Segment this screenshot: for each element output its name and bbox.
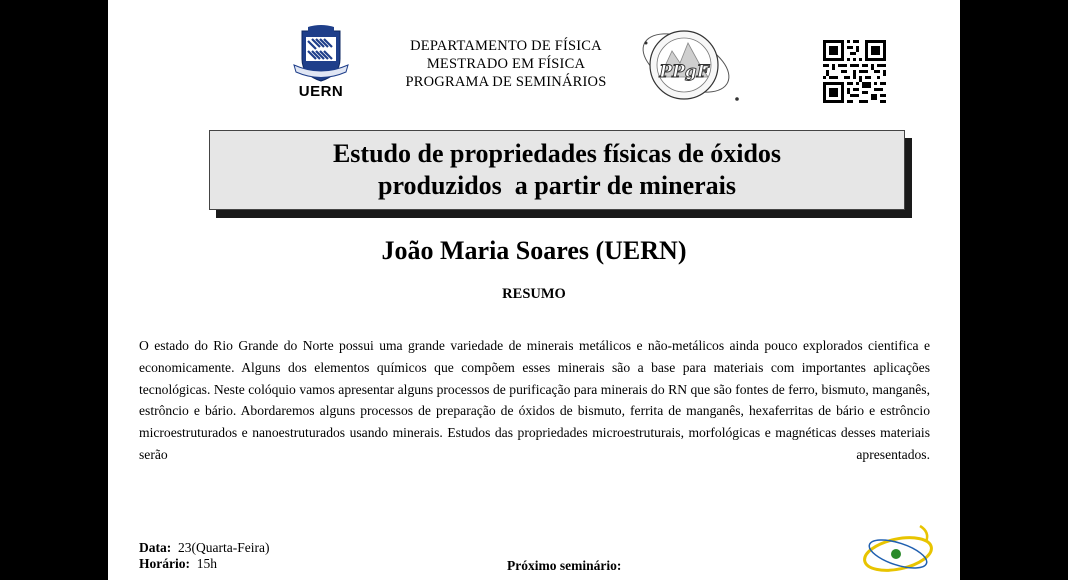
date-value: 23(Quarta-Feira) bbox=[178, 540, 270, 555]
uern-logo-label: UERN bbox=[298, 83, 344, 100]
qr-code bbox=[823, 40, 886, 103]
ppgf-logo bbox=[638, 25, 748, 105]
next-seminar-label: Próximo seminário: bbox=[507, 558, 622, 573]
header-seminars: PROGRAMA DE SEMINÁRIOS bbox=[405, 74, 607, 90]
date-label: Data: bbox=[139, 540, 172, 555]
seminar-info bbox=[139, 540, 269, 572]
uern-logo bbox=[290, 25, 352, 103]
time-value: 15h bbox=[196, 556, 217, 571]
small-orbit-logo bbox=[860, 522, 938, 580]
header-program: MESTRADO EM FÍSICA bbox=[426, 56, 586, 72]
seminar-poster-page bbox=[108, 0, 960, 580]
uern-shield-icon bbox=[290, 25, 352, 83]
orbit-emblem-icon bbox=[860, 522, 938, 580]
ppgf-emblem-icon bbox=[638, 25, 748, 105]
time-row bbox=[139, 556, 269, 572]
qr-code-icon bbox=[823, 40, 886, 103]
date-row bbox=[139, 540, 269, 556]
title-line-1: Estudo de propriedades físicas de óxidos bbox=[332, 139, 782, 168]
abstract-text: O estado do Rio Grande do Norte possui uma grande variedade de minerais metálicos e não-metálicos ainda pouco explorados cientifica e economicamente. Alguns dos elementos químicos que compõem esses minerais são a base para materiais com importantes aplicações tecnológicas. Neste colóquio vamos apresentar alguns processos de purificação para minerais do RN que são fontes de ferro, bismuto, manganês, estrôncio e bário. Abordaremos alguns processos de preparação de óxidos de bismuto, ferrita de manganês, hexaferritas de bário e estrôncio microestruturados e nanoestruturados usando minerais. Estudos das propriedades microestruturais, morfológicas e magnéticas desses materiais serão apresentados. bbox=[139, 338, 930, 462]
seminar-title-box bbox=[209, 130, 905, 210]
header-department: DEPARTAMENTO DE FÍSICA bbox=[410, 38, 602, 54]
title-line-2: produzidos a partir de minerais bbox=[377, 171, 736, 200]
time-label: Horário: bbox=[139, 556, 190, 571]
abstract-heading: RESUMO bbox=[502, 286, 566, 302]
department-header bbox=[386, 37, 626, 91]
speaker-name: João Maria Soares (UERN) bbox=[381, 236, 687, 265]
ppgf-logo-label: PPgF bbox=[659, 62, 709, 82]
